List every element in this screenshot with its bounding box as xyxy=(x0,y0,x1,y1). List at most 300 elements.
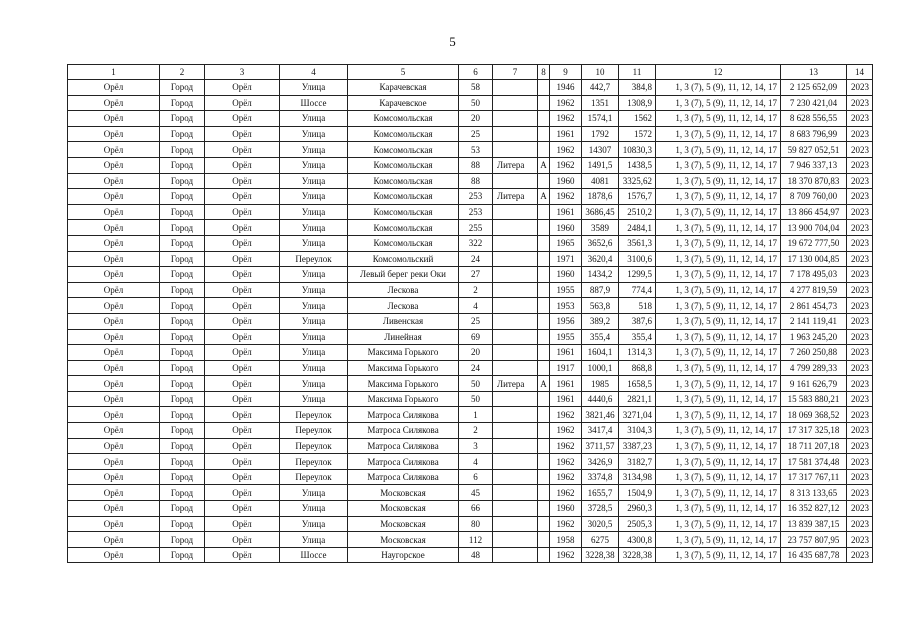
table-cell xyxy=(538,267,550,283)
table-cell: Орёл xyxy=(205,142,280,158)
table-cell: 322 xyxy=(459,235,493,251)
table-cell: Орёл xyxy=(68,391,160,407)
table-cell: 25 xyxy=(459,313,493,329)
table-row xyxy=(68,220,873,236)
table-cell: 50 xyxy=(459,95,493,111)
table-row xyxy=(68,235,873,251)
table-cell: Орёл xyxy=(205,173,280,189)
table-cell: 1434,2 xyxy=(582,267,619,283)
table-row xyxy=(68,189,873,205)
table-cell: 4 xyxy=(459,454,493,470)
table-cell xyxy=(493,235,538,251)
table-cell: 4 799 289,33 xyxy=(781,360,847,376)
table-cell: 4300,8 xyxy=(619,532,656,548)
table-cell: 1962 xyxy=(550,454,582,470)
table-cell: 1961 xyxy=(550,345,582,361)
table-cell: Орёл xyxy=(68,360,160,376)
table-cell: Левый берег реки Оки xyxy=(348,267,459,283)
table-cell: 2023 xyxy=(847,189,873,205)
table-cell: 1, 3 (7), 5 (9), 11, 12, 14, 17 xyxy=(656,282,781,298)
table-cell: 1, 3 (7), 5 (9), 11, 12, 14, 17 xyxy=(656,80,781,96)
table-cell: 88 xyxy=(459,173,493,189)
table-cell: Улица xyxy=(280,157,348,173)
table-cell: Орёл xyxy=(68,173,160,189)
table-cell: 1946 xyxy=(550,80,582,96)
table-cell: 1, 3 (7), 5 (9), 11, 12, 14, 17 xyxy=(656,438,781,454)
table-cell xyxy=(538,516,550,532)
table-cell: 3 xyxy=(459,438,493,454)
table-cell: Город xyxy=(160,189,205,205)
table-cell: 3728,5 xyxy=(582,501,619,517)
table-cell: 1956 xyxy=(550,313,582,329)
table-cell: 1438,5 xyxy=(619,157,656,173)
table-row xyxy=(68,469,873,485)
table-cell: Город xyxy=(160,235,205,251)
table-cell: Московская xyxy=(348,501,459,517)
table-cell: Переулок xyxy=(280,407,348,423)
table-cell: Шоссе xyxy=(280,547,348,563)
table-cell: 1962 xyxy=(550,111,582,127)
page-number: 5 xyxy=(449,34,456,49)
table-cell xyxy=(538,345,550,361)
table-cell: 1985 xyxy=(582,376,619,392)
table-cell: 3686,45 xyxy=(582,204,619,220)
table-cell: 1, 3 (7), 5 (9), 11, 12, 14, 17 xyxy=(656,173,781,189)
table-cell: 3100,6 xyxy=(619,251,656,267)
table-cell: Московская xyxy=(348,532,459,548)
table-cell xyxy=(493,360,538,376)
table-cell: 389,2 xyxy=(582,313,619,329)
table-cell: Максима Горького xyxy=(348,360,459,376)
table-cell: 14307 xyxy=(582,142,619,158)
table-cell xyxy=(538,220,550,236)
table-cell: 1955 xyxy=(550,282,582,298)
table-cell: 1955 xyxy=(550,329,582,345)
table-cell: 1, 3 (7), 5 (9), 11, 12, 14, 17 xyxy=(656,329,781,345)
table-cell: 50 xyxy=(459,376,493,392)
table-cell: 1792 xyxy=(582,126,619,142)
table-cell: 3711,57 xyxy=(582,438,619,454)
table-cell: Город xyxy=(160,95,205,111)
table-cell: 2023 xyxy=(847,298,873,314)
table-cell: Улица xyxy=(280,111,348,127)
table-row xyxy=(68,360,873,376)
table-cell: 4 xyxy=(459,298,493,314)
table-cell xyxy=(538,360,550,376)
table-cell: Комсомольская xyxy=(348,157,459,173)
table-cell: 1, 3 (7), 5 (9), 11, 12, 14, 17 xyxy=(656,501,781,517)
table-cell: 1572 xyxy=(619,126,656,142)
table-cell: Орёл xyxy=(205,313,280,329)
table-cell: Орёл xyxy=(68,313,160,329)
table-cell xyxy=(538,142,550,158)
table-cell: Улица xyxy=(280,376,348,392)
table-cell: Город xyxy=(160,111,205,127)
table-cell xyxy=(493,80,538,96)
table-cell: Комсомольская xyxy=(348,189,459,205)
table-cell: Город xyxy=(160,313,205,329)
table-cell: 1, 3 (7), 5 (9), 11, 12, 14, 17 xyxy=(656,407,781,423)
table-cell: Комсомольская xyxy=(348,220,459,236)
table-cell: 2023 xyxy=(847,220,873,236)
table-cell xyxy=(538,329,550,345)
table-row xyxy=(68,111,873,127)
table-cell xyxy=(538,423,550,439)
table-row xyxy=(68,547,873,563)
table-cell: 1, 3 (7), 5 (9), 11, 12, 14, 17 xyxy=(656,267,781,283)
table-cell: Улица xyxy=(280,282,348,298)
table-cell: Улица xyxy=(280,516,348,532)
table-cell: 253 xyxy=(459,204,493,220)
table-cell: Матроса Силякова xyxy=(348,407,459,423)
table-cell: Максима Горького xyxy=(348,391,459,407)
table-cell: 2505,3 xyxy=(619,516,656,532)
table-cell xyxy=(493,282,538,298)
column-header: 4 xyxy=(280,65,348,80)
table-cell: 45 xyxy=(459,485,493,501)
table-cell xyxy=(538,126,550,142)
column-header: 1 xyxy=(68,65,160,80)
table-row xyxy=(68,423,873,439)
table-cell: 3387,23 xyxy=(619,438,656,454)
table-cell xyxy=(493,173,538,189)
table-row xyxy=(68,438,873,454)
table-row xyxy=(68,454,873,470)
table-cell xyxy=(493,501,538,517)
table-cell: Лескова xyxy=(348,282,459,298)
table-cell: 7 178 495,03 xyxy=(781,267,847,283)
table-cell: 518 xyxy=(619,298,656,314)
table-cell xyxy=(493,313,538,329)
table-cell xyxy=(493,251,538,267)
table-cell: 2023 xyxy=(847,360,873,376)
table-cell: 2023 xyxy=(847,142,873,158)
table-cell: 1, 3 (7), 5 (9), 11, 12, 14, 17 xyxy=(656,235,781,251)
table-cell xyxy=(493,469,538,485)
table-cell: Московская xyxy=(348,516,459,532)
table-cell: 1, 3 (7), 5 (9), 11, 12, 14, 17 xyxy=(656,95,781,111)
table-cell: Орёл xyxy=(205,235,280,251)
table-cell: 27 xyxy=(459,267,493,283)
table-cell: Орёл xyxy=(205,516,280,532)
table-cell: Комсомольский xyxy=(348,251,459,267)
table-cell: 1960 xyxy=(550,220,582,236)
table-cell: Город xyxy=(160,501,205,517)
table-cell: 25 xyxy=(459,126,493,142)
table-cell: 442,7 xyxy=(582,80,619,96)
table-cell: Орёл xyxy=(68,485,160,501)
table-cell: 80 xyxy=(459,516,493,532)
column-header: 2 xyxy=(160,65,205,80)
table-cell: Матроса Силякова xyxy=(348,469,459,485)
table-cell: 1, 3 (7), 5 (9), 11, 12, 14, 17 xyxy=(656,157,781,173)
table-row xyxy=(68,126,873,142)
table-cell xyxy=(493,391,538,407)
table-cell: 18 711 207,18 xyxy=(781,438,847,454)
table-cell: Орёл xyxy=(205,501,280,517)
table-row xyxy=(68,80,873,96)
table-cell: Город xyxy=(160,407,205,423)
table-cell: 1962 xyxy=(550,95,582,111)
table-cell: 1000,1 xyxy=(582,360,619,376)
table-cell: 1, 3 (7), 5 (9), 11, 12, 14, 17 xyxy=(656,532,781,548)
column-header: 9 xyxy=(550,65,582,80)
table-cell: 2023 xyxy=(847,204,873,220)
table-cell: 1351 xyxy=(582,95,619,111)
table-cell: 48 xyxy=(459,547,493,563)
table-cell: Город xyxy=(160,220,205,236)
table-cell: Орёл xyxy=(68,547,160,563)
table-cell: Орёл xyxy=(205,360,280,376)
table-cell: 3182,7 xyxy=(619,454,656,470)
table-row xyxy=(68,329,873,345)
table-cell xyxy=(493,220,538,236)
table-row xyxy=(68,204,873,220)
table-cell: 19 672 777,50 xyxy=(781,235,847,251)
table-cell xyxy=(493,126,538,142)
table-cell: Орёл xyxy=(68,282,160,298)
table-cell: 387,6 xyxy=(619,313,656,329)
table-cell: 1, 3 (7), 5 (9), 11, 12, 14, 17 xyxy=(656,360,781,376)
table-cell: Улица xyxy=(280,80,348,96)
table-cell: 3561,3 xyxy=(619,235,656,251)
table-cell: Шоссе xyxy=(280,95,348,111)
table-cell: 3325,62 xyxy=(619,173,656,189)
table-cell: Орёл xyxy=(68,189,160,205)
table-cell: Орёл xyxy=(68,376,160,392)
table-cell: А xyxy=(538,189,550,205)
table-cell xyxy=(538,282,550,298)
table-cell: 2023 xyxy=(847,532,873,548)
table-cell: 1878,6 xyxy=(582,189,619,205)
table-cell: 6275 xyxy=(582,532,619,548)
table-cell: Комсомольская xyxy=(348,204,459,220)
table-cell: 1, 3 (7), 5 (9), 11, 12, 14, 17 xyxy=(656,469,781,485)
table-cell: 69 xyxy=(459,329,493,345)
table-cell: Улица xyxy=(280,313,348,329)
table-cell: Улица xyxy=(280,267,348,283)
table-cell: 2 125 652,09 xyxy=(781,80,847,96)
table-cell: 2023 xyxy=(847,313,873,329)
table-cell: 3426,9 xyxy=(582,454,619,470)
table-cell: 2023 xyxy=(847,485,873,501)
table-cell xyxy=(538,95,550,111)
table-cell: А xyxy=(538,376,550,392)
table-cell: 3228,38 xyxy=(619,547,656,563)
table-cell: 1, 3 (7), 5 (9), 11, 12, 14, 17 xyxy=(656,298,781,314)
table-cell: Линейная xyxy=(348,329,459,345)
table-cell: 355,4 xyxy=(619,329,656,345)
table-cell: Орёл xyxy=(205,423,280,439)
table-cell xyxy=(538,204,550,220)
table-cell: 1, 3 (7), 5 (9), 11, 12, 14, 17 xyxy=(656,142,781,158)
table-cell: 9 161 626,79 xyxy=(781,376,847,392)
table-cell: 3620,4 xyxy=(582,251,619,267)
table-cell: 2023 xyxy=(847,501,873,517)
table-cell xyxy=(493,298,538,314)
table-cell: Орёл xyxy=(68,501,160,517)
table-cell: 1971 xyxy=(550,251,582,267)
table-cell: Орёл xyxy=(68,345,160,361)
column-header: 14 xyxy=(847,65,873,80)
table-cell: 2023 xyxy=(847,80,873,96)
table-cell: 2023 xyxy=(847,345,873,361)
table-cell: Комсомольская xyxy=(348,126,459,142)
table-cell: Орёл xyxy=(205,469,280,485)
table-cell: Улица xyxy=(280,298,348,314)
table-cell: Город xyxy=(160,126,205,142)
table-cell: Город xyxy=(160,469,205,485)
table-cell: 1308,9 xyxy=(619,95,656,111)
table-cell: 1, 3 (7), 5 (9), 11, 12, 14, 17 xyxy=(656,313,781,329)
table-cell: 2023 xyxy=(847,282,873,298)
table-cell: 2 141 119,41 xyxy=(781,313,847,329)
table-cell: 3020,5 xyxy=(582,516,619,532)
table-cell: 1, 3 (7), 5 (9), 11, 12, 14, 17 xyxy=(656,423,781,439)
table-cell: 17 317 767,11 xyxy=(781,469,847,485)
table-row xyxy=(68,298,873,314)
table-cell: 7 260 250,88 xyxy=(781,345,847,361)
table-cell: Орёл xyxy=(205,298,280,314)
table-cell: 384,8 xyxy=(619,80,656,96)
table-cell: 1, 3 (7), 5 (9), 11, 12, 14, 17 xyxy=(656,189,781,205)
table-cell: 2 xyxy=(459,282,493,298)
table-cell: Московская xyxy=(348,485,459,501)
table-cell: Город xyxy=(160,376,205,392)
table-cell: 17 581 374,48 xyxy=(781,454,847,470)
table-cell xyxy=(493,485,538,501)
table-cell: 563,8 xyxy=(582,298,619,314)
table-cell: 18 370 870,83 xyxy=(781,173,847,189)
table-cell: Улица xyxy=(280,501,348,517)
table-cell: Орёл xyxy=(68,80,160,96)
table-cell: 20 xyxy=(459,345,493,361)
table-row xyxy=(68,142,873,158)
table-cell: 58 xyxy=(459,80,493,96)
table-body xyxy=(68,80,873,563)
table-cell: Улица xyxy=(280,345,348,361)
table-cell: Орёл xyxy=(68,157,160,173)
table-cell: Литера xyxy=(493,376,538,392)
table-cell: Город xyxy=(160,173,205,189)
table-cell: Карачевское xyxy=(348,95,459,111)
table-cell: 2023 xyxy=(847,391,873,407)
table-cell: 1, 3 (7), 5 (9), 11, 12, 14, 17 xyxy=(656,454,781,470)
table-cell: 17 130 004,85 xyxy=(781,251,847,267)
table-cell xyxy=(538,454,550,470)
table-cell: 23 757 807,95 xyxy=(781,532,847,548)
table-cell: 1576,7 xyxy=(619,189,656,205)
table-cell: Орёл xyxy=(205,282,280,298)
table-cell: 774,4 xyxy=(619,282,656,298)
table-cell xyxy=(538,469,550,485)
table-cell: Орёл xyxy=(68,142,160,158)
table-cell: Матроса Силякова xyxy=(348,454,459,470)
table-cell: Город xyxy=(160,485,205,501)
table-row xyxy=(68,313,873,329)
table-cell xyxy=(493,438,538,454)
table-cell: 1962 xyxy=(550,423,582,439)
table-cell: 2023 xyxy=(847,235,873,251)
table-cell: 2484,1 xyxy=(619,220,656,236)
table-cell: 1491,5 xyxy=(582,157,619,173)
table-cell xyxy=(538,547,550,563)
table-cell xyxy=(538,501,550,517)
table-cell: Переулок xyxy=(280,438,348,454)
table-cell: Город xyxy=(160,438,205,454)
table-cell: 8 628 556,55 xyxy=(781,111,847,127)
table-cell xyxy=(493,532,538,548)
table-cell: Орёл xyxy=(68,267,160,283)
column-header: 10 xyxy=(582,65,619,80)
table-cell xyxy=(493,407,538,423)
table-cell: 2 861 454,73 xyxy=(781,298,847,314)
table-cell: Орёл xyxy=(205,95,280,111)
table-cell xyxy=(493,267,538,283)
table-cell: 3271,04 xyxy=(619,407,656,423)
table-cell: 3104,3 xyxy=(619,423,656,439)
table-cell xyxy=(493,547,538,563)
table-cell: 1562 xyxy=(619,111,656,127)
table-cell: 1960 xyxy=(550,267,582,283)
table-row xyxy=(68,376,873,392)
table-cell: Город xyxy=(160,157,205,173)
table-cell: Орёл xyxy=(68,126,160,142)
table-cell: Улица xyxy=(280,329,348,345)
table-cell: Город xyxy=(160,298,205,314)
table-cell: 3134,98 xyxy=(619,469,656,485)
table-cell: Орёл xyxy=(68,220,160,236)
table-cell: 1, 3 (7), 5 (9), 11, 12, 14, 17 xyxy=(656,111,781,127)
table-cell: 4081 xyxy=(582,173,619,189)
table-cell: Карачевская xyxy=(348,80,459,96)
table-cell: Переулок xyxy=(280,251,348,267)
table-cell: Улица xyxy=(280,360,348,376)
table-cell: 3821,46 xyxy=(582,407,619,423)
table-cell: 2960,3 xyxy=(619,501,656,517)
table-cell: 2023 xyxy=(847,407,873,423)
table-cell: Орёл xyxy=(205,376,280,392)
table-cell: 2023 xyxy=(847,95,873,111)
table-cell: Орёл xyxy=(205,329,280,345)
table-cell xyxy=(538,173,550,189)
table-cell xyxy=(493,329,538,345)
table-cell xyxy=(538,111,550,127)
table-cell: Орёл xyxy=(205,391,280,407)
table-cell: 13 866 454,97 xyxy=(781,204,847,220)
table-row xyxy=(68,516,873,532)
table-cell: 59 827 052,51 xyxy=(781,142,847,158)
table-cell: Орёл xyxy=(205,438,280,454)
table-cell: Город xyxy=(160,516,205,532)
table-cell: 1962 xyxy=(550,516,582,532)
table-cell: Комсомольская xyxy=(348,173,459,189)
table-cell: Улица xyxy=(280,142,348,158)
table-cell: 1961 xyxy=(550,204,582,220)
table-cell: Город xyxy=(160,267,205,283)
table-cell: 8 709 760,00 xyxy=(781,189,847,205)
table-cell: 2510,2 xyxy=(619,204,656,220)
table-cell: 1958 xyxy=(550,532,582,548)
table-cell: Орёл xyxy=(68,407,160,423)
table-cell: 24 xyxy=(459,251,493,267)
table-cell xyxy=(493,204,538,220)
table-cell: 1960 xyxy=(550,501,582,517)
table-cell: Литера xyxy=(493,189,538,205)
table-cell: 17 317 325,18 xyxy=(781,423,847,439)
table-cell: Улица xyxy=(280,204,348,220)
table-cell xyxy=(538,298,550,314)
